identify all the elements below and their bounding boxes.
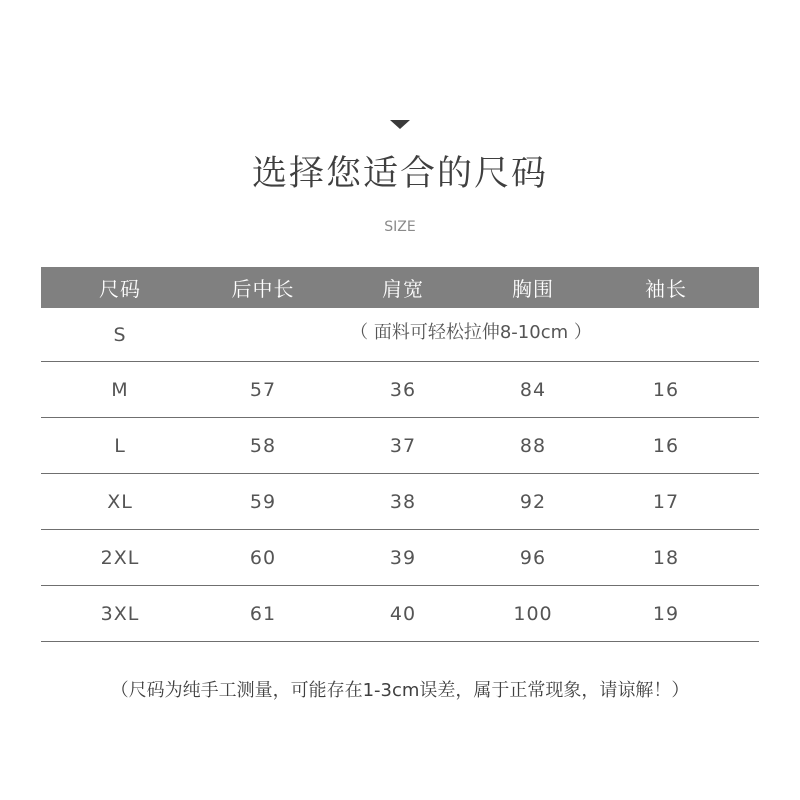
- size-cell: 3XL: [100, 602, 140, 625]
- size-cell: M: [111, 378, 129, 401]
- back-length-cell: 57: [249, 378, 277, 401]
- shoulder-cell: 39: [389, 546, 417, 569]
- table-header: [41, 267, 759, 308]
- sleeve-cell: 16: [652, 434, 680, 457]
- size-cell: L: [114, 434, 126, 457]
- table-row: [41, 308, 759, 362]
- back-length-cell: 58: [249, 434, 277, 457]
- page-subtitle: SIZE: [384, 219, 416, 235]
- shoulder-cell: 40: [389, 602, 417, 625]
- column-header-sleeve: 袖长: [645, 277, 687, 301]
- measurement-footnote: （尺码为纯手工测量，可能存在1-3cm误差，属于正常现象，请谅解！）: [110, 680, 690, 701]
- column-header-chest: 胸围: [512, 277, 554, 301]
- back-length-cell: 59: [249, 490, 277, 513]
- stretch-note: （ 面料可轻松拉伸8-10cm ）: [350, 321, 592, 343]
- sleeve-cell: 16: [652, 378, 680, 401]
- sleeve-cell: 19: [652, 602, 680, 625]
- column-header-shoulder: 肩宽: [382, 277, 424, 301]
- table-row: [41, 362, 759, 418]
- size-cell: 2XL: [100, 546, 140, 569]
- table-row: [41, 418, 759, 474]
- column-header-back-length: 后中长: [231, 277, 295, 301]
- size-table: [41, 267, 759, 642]
- sleeve-cell: 17: [652, 490, 680, 513]
- column-header-size: 尺码: [99, 277, 141, 301]
- down-arrow-icon: [390, 120, 410, 129]
- page-title: 选择您适合的尺码: [251, 154, 548, 194]
- size-cell: S: [113, 323, 127, 346]
- chest-cell: 84: [519, 378, 547, 401]
- table-row: [41, 530, 759, 586]
- shoulder-cell: 36: [389, 378, 417, 401]
- chest-cell: 88: [519, 434, 547, 457]
- shoulder-cell: 38: [389, 490, 417, 513]
- table-row: [41, 586, 759, 642]
- chest-cell: 92: [519, 490, 547, 513]
- chest-cell: 96: [519, 546, 547, 569]
- chest-cell: 100: [513, 602, 553, 625]
- back-length-cell: 60: [249, 546, 277, 569]
- shoulder-cell: 37: [389, 434, 417, 457]
- table-row: [41, 474, 759, 530]
- size-cell: XL: [107, 490, 133, 513]
- sleeve-cell: 18: [652, 546, 680, 569]
- back-length-cell: 61: [249, 602, 277, 625]
